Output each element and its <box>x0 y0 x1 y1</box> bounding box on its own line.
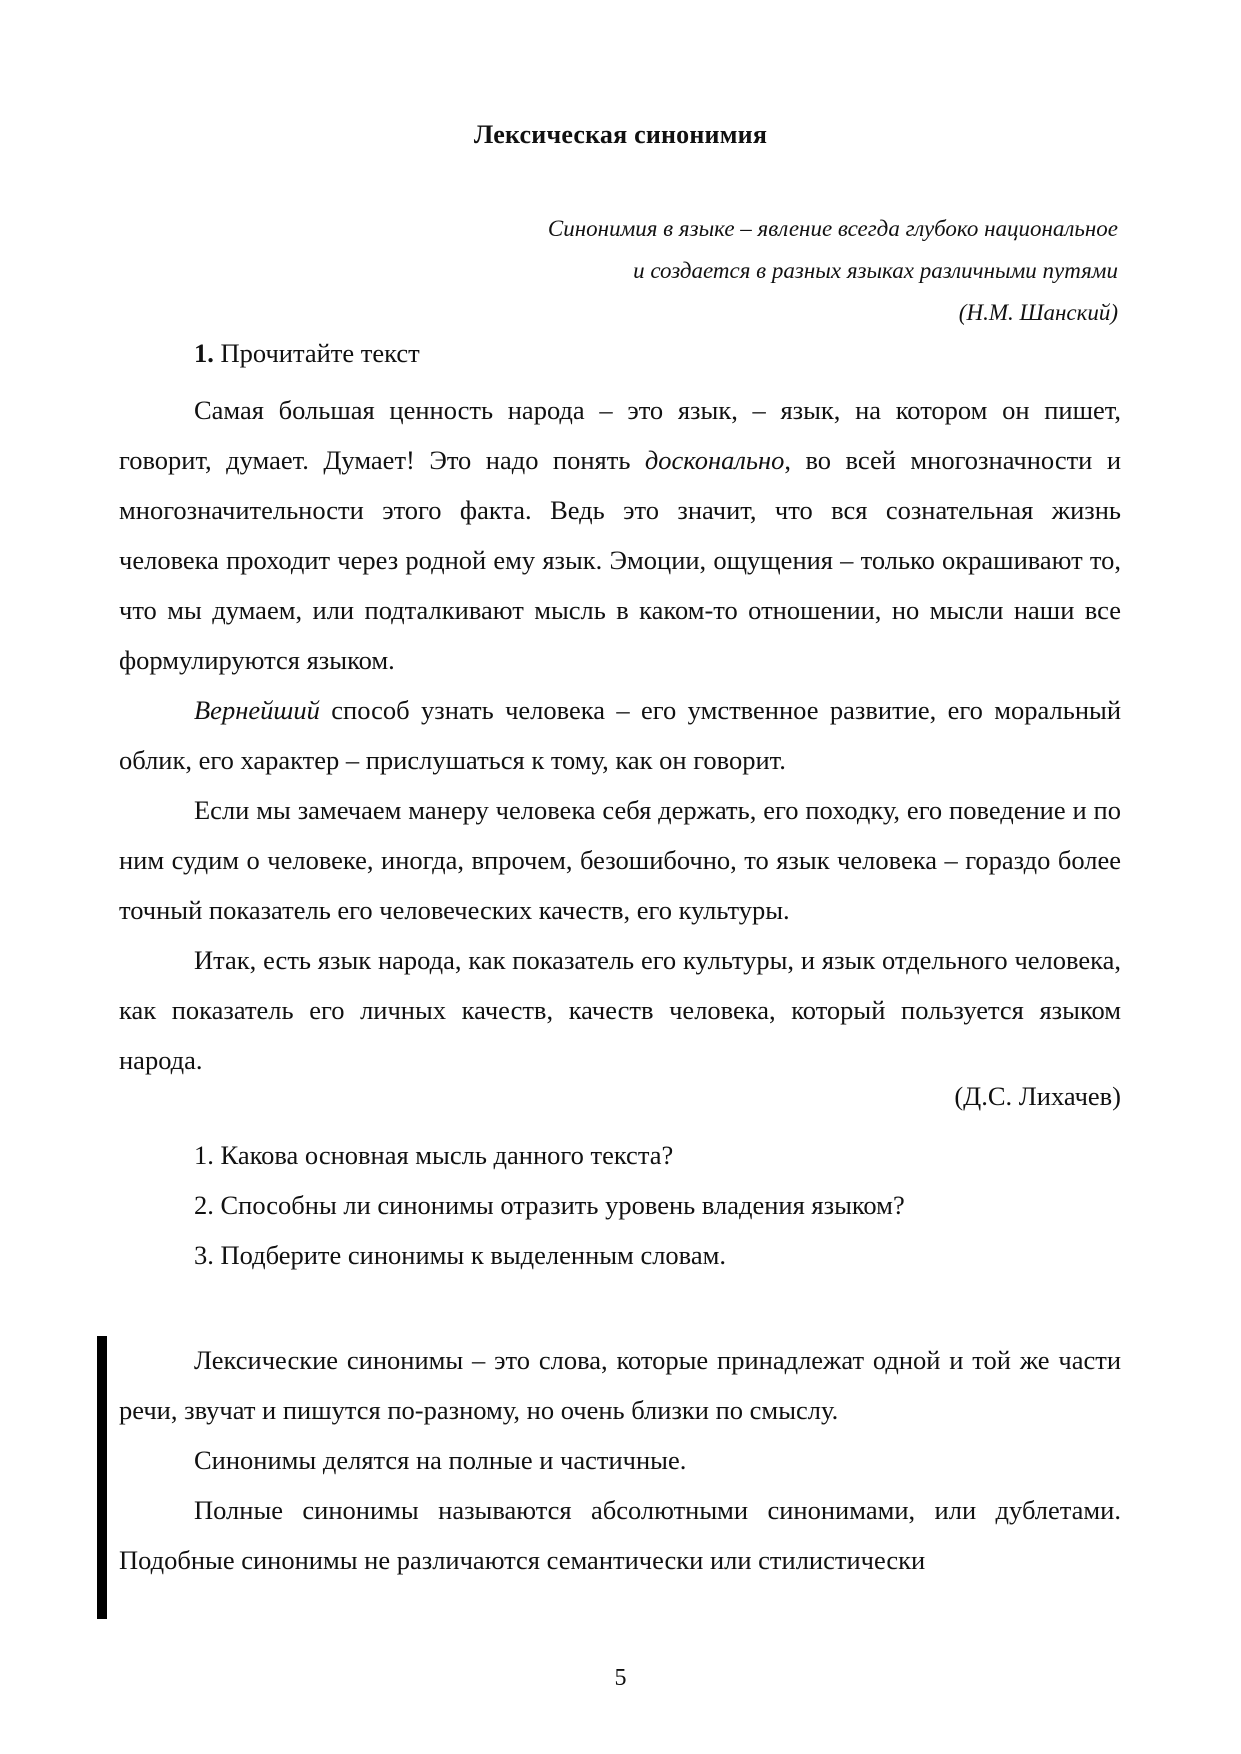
highlighted-word-verneyshiy: Вернейший <box>194 695 320 725</box>
paragraph-2-rest: способ узнать человека – его умственное развитие, его моральный облик, его характер – прислушаться к тому, как он говорит. <box>119 695 1121 775</box>
paragraph-1-part-b: , во всей многозначности и многозначительности этого факта. Ведь это значит, что вся сознательная жизнь человека проходит через родной ему язык. Эмоции, ощущения – только окрашивают то, что мы думаем, или подталкивают мысль в каком-то отношении, но мысли наши все формулируются языком. <box>119 445 1122 675</box>
page-number: 5 <box>614 1665 627 1691</box>
paragraph-4: Итак, есть язык народа, как показатель его культуры, и язык отдельного человека, как показатель его личных качеств, качеств человека, который пользуется языком народа. <box>119 945 1121 1075</box>
question-item: 2. Способны ли синонимы отразить уровень владения языком? <box>194 1190 905 1220</box>
paragraph-1-part-a: Самая большая ценность народа – это язык, – язык, на котором он пишет, говорит, думает. Думает! Это надо понять <box>119 395 1121 475</box>
text-paragraph-1 <box>119 385 1121 685</box>
paragraph-3: Если мы замечаем манеру человека себя держать, его походку, его поведение и по ним судим о человеке, иногда, впрочем, безошибочно, то язык человека – гораздо более точный показатель его человеческих качеств, его культуры. <box>119 795 1121 925</box>
task-number: 1. <box>194 338 214 368</box>
definition-marker-bar <box>97 1336 107 1619</box>
question-item: 1. Какова основная мысль данного текста? <box>194 1140 674 1170</box>
task-heading <box>194 338 420 369</box>
text-paragraph-3 <box>119 785 1121 935</box>
question-item: 3. Подберите синонимы к выделенным словам. <box>194 1240 727 1270</box>
definition-paragraph-3: Полные синонимы называются абсолютными синонимами, или дублетами. Подобные синонимы не различаются семантически или стилистически <box>119 1495 1121 1575</box>
highlighted-word-doskonalno: досконально <box>644 445 785 475</box>
page-title: Лексическая синонимия <box>473 120 768 149</box>
epigraph <box>548 208 1118 334</box>
definition-block <box>119 1335 1121 1585</box>
epigraph-line-1: Синонимия в языке – явление всегда глубоко национальное <box>547 216 1118 241</box>
epigraph-line-2: и создается в разных языках различными путями <box>633 258 1118 283</box>
definition-paragraph-2: Синонимы делятся на полные и частичные. <box>194 1445 687 1475</box>
text-author: (Д.С. Лихачев) <box>954 1081 1121 1111</box>
task-instruction: Прочитайте текст <box>213 338 420 368</box>
text-paragraph-2 <box>119 685 1121 785</box>
epigraph-attribution: (Н.М. Шанский) <box>958 300 1118 325</box>
definition-paragraph-1: Лексические синонимы – это слова, которые принадлежат одной и той же части речи, звучат и пишутся по-разному, но очень близки по смыслу. <box>119 1345 1121 1425</box>
question-list <box>194 1130 905 1280</box>
text-paragraph-4 <box>119 935 1121 1085</box>
